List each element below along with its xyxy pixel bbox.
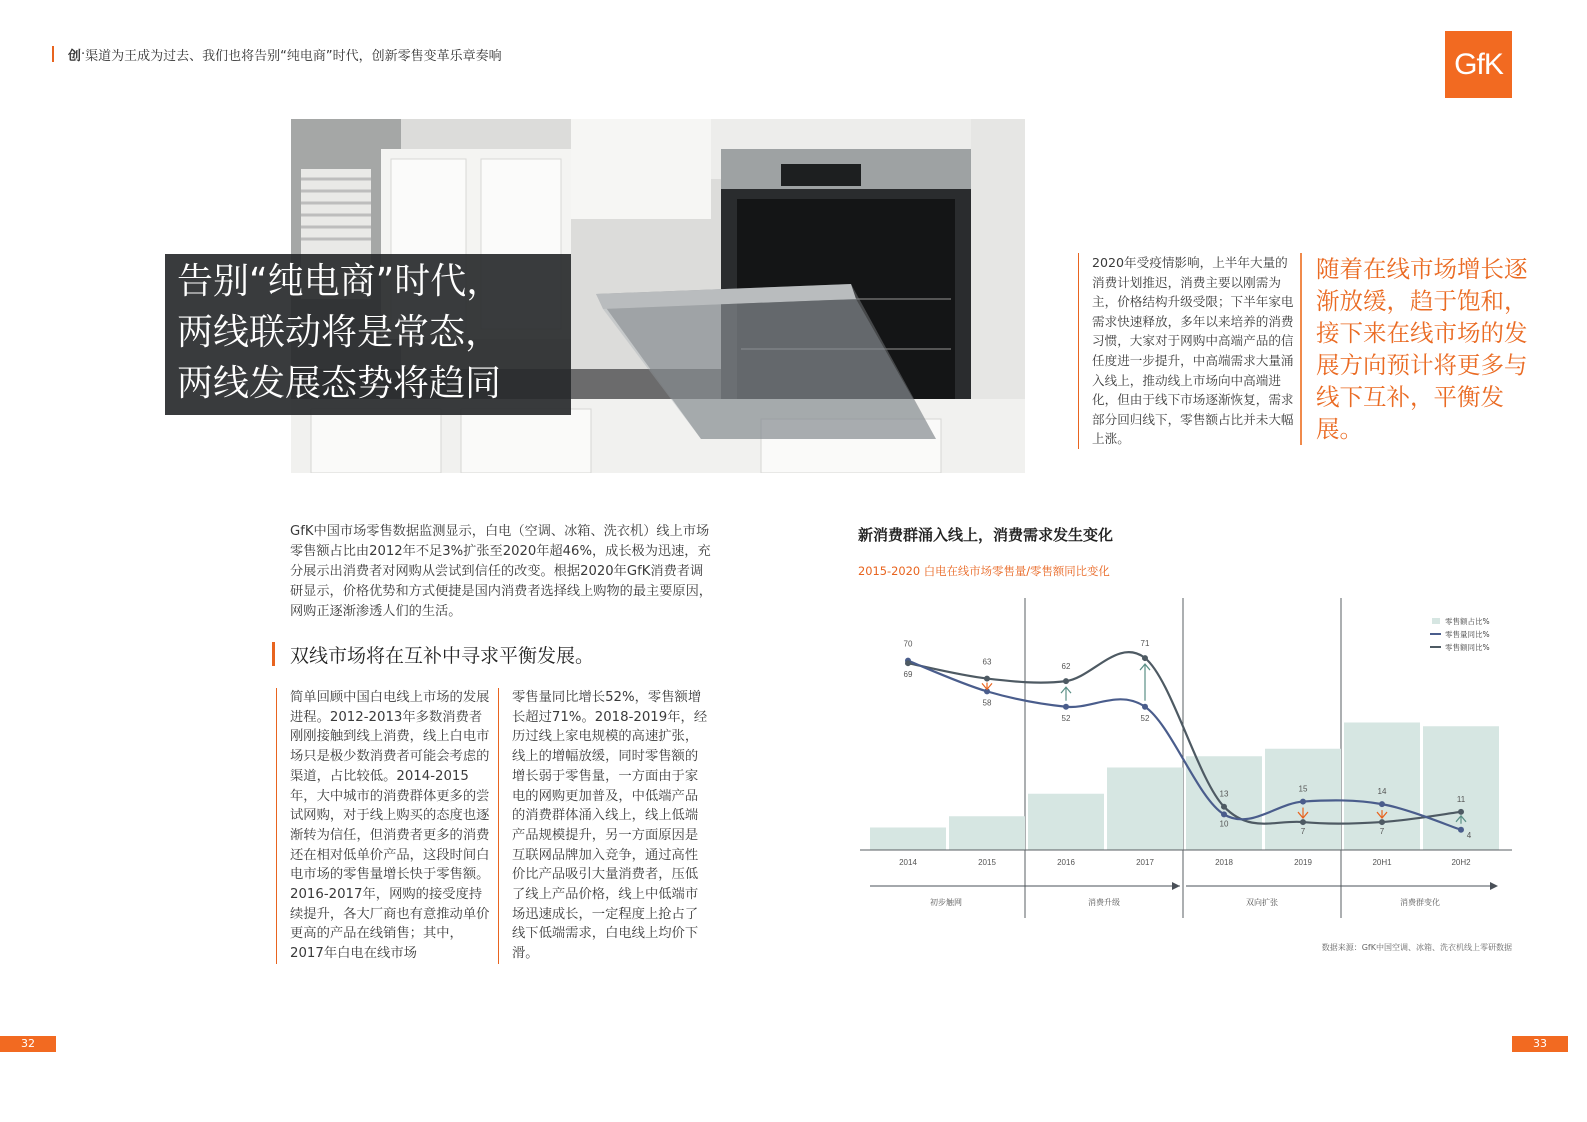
x-tick-label: 2015 [978,858,996,867]
gfk-logo: GfK [1445,31,1512,98]
phase-arrow-head [1490,882,1498,890]
label-volume: 14 [1377,787,1387,797]
phase-label: 消费升级 [1088,898,1120,907]
point-value [1142,655,1148,661]
point-value [1379,819,1385,825]
phase-label: 初步触网 [930,898,962,907]
body-column-2: 零售量同比增长52%，零售额增长超过71%。2018-2019年，经历过线上家电规模的高速扩张，线上的增幅放缓，同时零售额的增长弱于零售量，一方面由于家电的网购更加普及，中低端产品的消费群体涌入线上，线上低端产品规模提升，另一方面原因是互联网品牌加入竞争，通过高性价比产品吸引大量消费者，压低了线上产品价格，线上中低端市场迅速成长，一定程度上抢占了线下低端需求，白电线上均价下滑。 [498,688,708,964]
label-volume: 52 [1140,713,1150,723]
legend-swatch [1432,618,1440,624]
page-number-right: 33 [1512,1036,1568,1052]
label-value: 71 [1140,639,1150,649]
x-tick-label: 2014 [899,858,917,867]
data-source-note: 数据来源：GfK中国空调、冰箱、洗衣机线上零研数据 [1321,943,1512,952]
x-tick-label: 20H2 [1451,858,1471,867]
chart-subtitle: 2015-2020 白电在线市场零售量/零售额同比变化 [858,564,1110,578]
chart-title: 新消费群涌入线上，消费需求发生变化 [858,526,1114,544]
label-volume: 52 [1061,713,1071,723]
body-column-1: 简单回顾中国白电线上市场的发展进程。2012-2013年多数消费者刚刚接触到线上消费，线上白电市场只是极少数消费者可能会考虑的渠道，占比较低。2014-2015年，大中城市的消费群体更多的尝试网购，对于线上购买的态度也逐渐转为信任，但消费者更多的消费还在相对低单价产品，这段时间白电市场的零售量增长快于零售额。2016-2017年，网购的接受度持续提升，各大厂商也有意推动单价更高的产品在线销售；其中，2017年白电在线市场 [276,688,490,964]
bar-share [1028,794,1104,850]
point-value [905,660,911,666]
bar-share [870,828,946,851]
label-volume: 70 [903,639,913,649]
point-volume [1458,827,1464,833]
label-volume: 4 [1466,830,1472,840]
legend-label: 零售额同比% [1445,643,1490,652]
point-value [1221,804,1227,810]
label-value: 63 [982,657,992,667]
label-value: 69 [903,670,913,680]
header-prefix: 创 [68,48,82,64]
legend-label: 零售量同比% [1445,630,1490,639]
pull-quote: 随着在线市场增长逐渐放缓，趋于饱和，接下来在线市场的发展方向预计将更多与线下互补，平衡发展。 [1300,253,1536,445]
subhead-accent-bar [272,642,275,666]
label-volume: 10 [1219,819,1229,829]
intro-paragraph: GfK中国市场零售数据监测显示，白电（空调、冰箱、洗衣机）线上市场零售额占比由2012年不足3%扩张至2020年超46%，成长极为迅速，充分展示出消费者对网购从尝试到信任的改变。根据2020年GfK消费者调研显示，价格优势和方式便捷是国内消费者选择线上购物的最主要原因，网购正逐渐渗透人们的生活。 [290,524,712,619]
point-value [1063,678,1069,684]
headline-line-1: 告别“纯电商”时代， [177,261,503,302]
label-value: 7 [1300,827,1306,837]
x-tick-label: 2017 [1136,858,1154,867]
point-value [1458,809,1464,815]
bar-share [1107,768,1183,851]
phase-label: 消费群变化 [1400,898,1440,907]
bar-share [949,816,1025,850]
headline-line-3: 两线发展态势将趋同 [177,363,502,404]
point-volume [1142,704,1148,710]
header-accent-bar [52,46,54,62]
point-volume [1221,811,1227,817]
x-tick-label: 2019 [1294,858,1312,867]
x-tick-label: 2016 [1057,858,1075,867]
label-value: 13 [1219,789,1229,799]
header-text: 渠道为王成为过去、我们也将告别“纯电商”时代，创新零售变革乐章奏响 [85,48,502,64]
headline-line-2: 两线联动将是常态， [177,312,502,353]
phase-label: 双向扩张 [1246,898,1278,907]
subhead-text: 双线市场将在互补中寻求平衡发展。 [290,644,595,667]
label-value: 62 [1061,662,1071,672]
point-volume [1300,799,1306,805]
online-market-chart [850,590,1520,930]
point-value [1300,819,1306,825]
x-tick-label: 2018 [1215,858,1233,867]
bar-share [1186,756,1262,850]
label-value: 11 [1456,794,1466,804]
label-value: 7 [1379,827,1385,837]
legend-label: 零售额占比% [1445,617,1490,626]
point-value [984,676,990,682]
header-dot: · [81,46,86,62]
label-volume: 58 [982,698,992,708]
photo-headline [165,254,571,415]
phase-arrow-head [1172,882,1180,890]
point-volume [1379,801,1385,807]
point-volume [1063,704,1069,710]
page-number-left: 32 [0,1036,56,1052]
running-header [52,44,502,64]
x-tick-label: 20H1 [1372,858,1392,867]
side-note-paragraph: 2020年受疫情影响，上半年大量的消费计划推迟，消费主要以刚需为主，价格结构升级受限；下半年家电需求快速释放，多年以来培养的消费习惯，大家对于网购中高端产品的信任度进一步提升，中高端需求大量涌入线上，推动线上市场向中高端进化，但由于线下市场逐渐恢复，需求部分回归线下，零售额占比并未大幅上涨。 [1078,253,1297,449]
label-volume: 15 [1298,784,1308,794]
section-subheading [272,642,594,666]
